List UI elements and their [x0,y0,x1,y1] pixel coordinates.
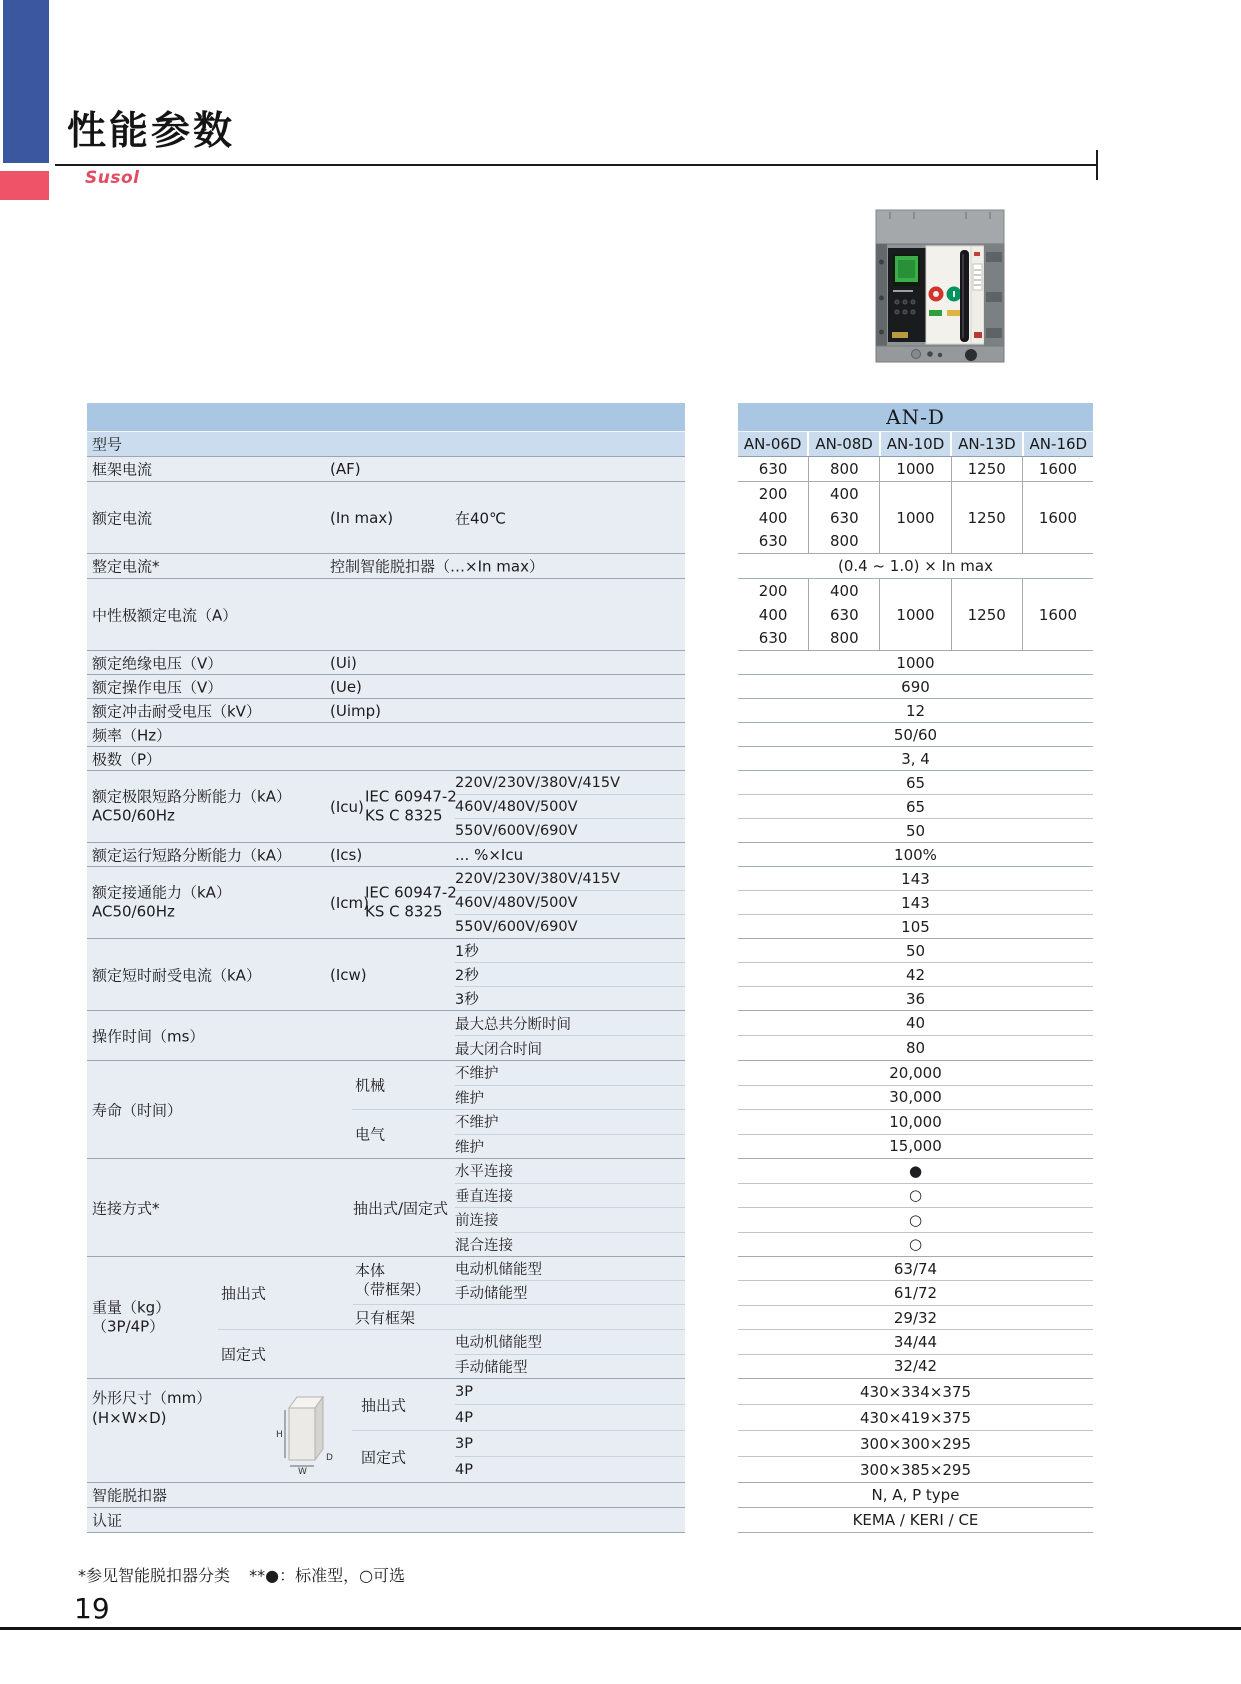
sub-row-label: 水平连接 [455,1159,685,1184]
sub-row-label: 2秒 [455,963,685,987]
dimensions-draw-out-group [352,1379,685,1431]
row-model [87,432,685,457]
sub-row-label: 460V/480V/500V [455,891,685,915]
value-cell: 300×300×295 [738,1431,1093,1457]
row-label: 中性极额定电流（A） [92,606,238,624]
value-cell: 200 400 630 [758,484,788,551]
row-code: (Ui) [330,653,357,672]
icu-values [738,771,1093,843]
value-cell: 63/74 [738,1257,1093,1281]
row-label: 操作时间（ms） [92,1027,205,1045]
sub-row-label: 手动储能型 [455,1359,528,1376]
value-cell: 1000 [879,482,950,553]
frequency-value: 50/60 [738,723,1093,747]
row-formula: ... %×Icu [455,845,524,864]
value-cell: 105 [901,917,930,936]
row-code: (Ue) [330,677,362,696]
dimension-groups [352,1379,685,1482]
sub-row-label: 最大闭合时间 [455,1041,542,1058]
row-code: (Icm) [330,893,369,912]
value-cell: 400 630 800 [808,482,879,553]
weight-values [738,1257,1093,1379]
weight-body-group [353,1257,685,1305]
group-label: 固定式 [361,1448,407,1466]
sub-row-label: 电动机储能型 [455,1257,685,1281]
value-cell: 200 400 630 [758,581,788,648]
sub-row-label: 220V/230V/380V/415V [455,771,685,795]
sub-row-label: 不维护 [455,1110,685,1135]
dimensions-fixed-group [352,1431,685,1482]
brand-logo: Susol [85,168,140,188]
row-rated-current [87,482,685,554]
value-cell: 34/44 [738,1330,1093,1354]
value-cell: 1000 [879,579,950,650]
weight-groups [218,1257,685,1378]
row-label: 整定电流* [92,557,160,576]
sub-row-label: 550V/600V/690V [455,918,578,935]
value-cell: 30,000 [738,1086,1093,1111]
optional-marker: ○ [738,1184,1093,1209]
value-cell: 1600 [1022,482,1093,553]
value-cell: 1250 [951,579,1022,650]
life-values [738,1061,1093,1159]
value-cell: 143 [738,891,1093,915]
row-label: 额定电流 [92,509,153,527]
sub-row-label: 3P [455,1379,685,1405]
sub-row-label: 1秒 [455,939,685,963]
value-cell: 40 [738,1011,1093,1036]
sub-row-label: 手动储能型 [455,1286,528,1303]
series-title: AN-D [738,403,1093,432]
axis-h-label: H [276,1429,283,1440]
row-label: 额定操作电压（V） [92,678,223,696]
group-label: 抽出式 [361,1396,407,1414]
poles-value: 3, 4 [738,747,1093,771]
row-label: 额定短时耐受电流（kA） [92,966,261,984]
value-cell: 20,000 [738,1061,1093,1086]
certification-value: KEMA / KERI / CE [738,1508,1093,1533]
group-label: 本体 （带框架） [355,1261,431,1299]
row-label: 频率（Hz） [92,726,172,744]
value-cell: 32/42 [893,1357,938,1376]
model-header-row [738,432,1093,457]
value-cell: 1600 [1022,457,1093,481]
group-label: 机械 [355,1076,386,1095]
sub-row-label: 垂直连接 [455,1184,685,1209]
connection-rows [455,1159,685,1256]
footnote [78,1563,419,1586]
sub-row-label: 不维护 [455,1061,685,1086]
row-operating-time [87,1011,685,1061]
group-label: 抽出式 [221,1284,267,1303]
icu-voltage-rows [455,771,685,842]
model-header: AN-06D [743,435,802,453]
model-header: AN-08D [807,432,878,456]
frame-current-values [738,457,1093,482]
value-cell: 430×419×375 [738,1405,1093,1431]
value-cell: 65 [738,771,1093,795]
operating-time-rows [455,1011,685,1060]
sub-row-label: 220V/230V/380V/415V [455,867,685,891]
group-label: 固定式 [221,1345,267,1364]
axis-w-label: W [298,1466,307,1474]
brand-red-block [0,171,49,200]
row-code: (Icw) [330,965,367,984]
weight-frame-only: 只有框架 [355,1308,416,1327]
row-label: 寿命（时间） [92,1101,183,1119]
sub-row-label: 550V/600V/690V [455,822,578,839]
group-label: 电气 [355,1125,386,1144]
row-life [87,1061,685,1159]
breaker-rating-label [973,264,982,290]
icm-voltage-rows [455,867,685,938]
row-code: (Ics) [330,845,363,864]
sub-row-label: 460V/480V/500V [455,795,685,819]
row-label: 额定运行短路分断能力（kA） [92,846,291,864]
sub-row-label: 维护 [455,1090,484,1107]
life-groups [352,1061,685,1158]
value-cell: 10,000 [738,1110,1093,1135]
row-label: 额定极限短路分断能力（kA） AC50/60Hz [92,787,291,825]
sub-row-label: 混合连接 [455,1237,513,1254]
optional-marker: ○ [908,1235,923,1254]
value-cell: 1000 [879,457,950,481]
icw-values [738,939,1093,1011]
value-cell: 50 [905,821,926,840]
row-weight [87,1257,685,1379]
value-cell: 15,000 [889,1137,942,1156]
ics-value: 100% [738,843,1093,867]
row-frequency [87,723,685,747]
value-cell: 80 [905,1039,926,1057]
row-neutral-current [87,579,685,651]
dimension-values [738,1379,1093,1483]
row-label: 重量（kg） （3P/4P） [92,1298,171,1336]
value-cell: 430×334×375 [738,1379,1093,1405]
breaker-top-cap [876,210,1004,244]
sub-row-label: 电动机储能型 [455,1330,685,1355]
sub-row-label: 最大总共分断时间 [455,1011,685,1036]
row-impulse-voltage [87,699,685,723]
setting-current-value: (0.4 ~ 1.0) × In max [738,554,1093,579]
breaker-ls-logo [974,332,982,338]
insulation-voltage-value: 1000 [738,651,1093,675]
row-condition: 在40℃ [455,509,506,527]
model-header: AN-10D [879,432,950,456]
model-header: AN-16D [1022,432,1093,456]
product-photo [874,204,1006,366]
row-label: 框架电流 [92,460,153,479]
spec-table-labels [87,403,685,1533]
value-cell: 143 [738,867,1093,891]
header-blue-block [3,0,49,163]
operating-time-values [738,1011,1093,1061]
icm-values [738,867,1093,939]
life-electrical-group [352,1110,685,1158]
table-top-band [87,403,685,432]
trip-relay-value: N, A, P type [738,1483,1093,1508]
value-cell: 630 [758,460,788,478]
value-cell: 50 [738,939,1093,963]
row-frame-current [87,457,685,482]
row-code: (Uimp) [330,701,381,720]
sub-row-label: 3P [455,1431,685,1457]
weight-fixed-group [218,1330,685,1378]
breaker-illustration [874,204,1006,366]
row-insulation-voltage [87,651,685,675]
row-setting-current [87,554,685,579]
row-trip-relay [87,1483,685,1508]
breaker-handle [960,250,969,342]
row-icm [87,867,685,939]
sub-row-label: 维护 [455,1139,484,1156]
value-cell: 1250 [951,482,1022,553]
optional-marker: ○ [738,1208,1093,1233]
value-cell: 1250 [951,457,1022,481]
footnote-legend: **●：标准型，○可选 [249,1566,406,1585]
sub-row-label: 前连接 [455,1208,685,1233]
row-label: 智能脱扣器 [92,1486,168,1505]
row-operating-voltage [87,675,685,699]
footnote-reference: *参见智能脱扣器分类 [78,1566,231,1585]
value-cell: 61/72 [738,1281,1093,1305]
sub-row-label: 4P [455,1409,473,1426]
life-mechanical-group [352,1061,685,1110]
impulse-voltage-value: 12 [738,699,1093,723]
header-rule [55,164,1098,166]
page-title: 性能参数 [67,109,236,154]
row-standards: IEC 60947-2 KS C 8325 [365,883,457,921]
row-standards: IEC 60947-2 KS C 8325 [365,787,457,825]
neutral-current-values [738,579,1093,651]
value-cell: 1600 [1022,579,1093,650]
value-cell: 800 [808,457,879,481]
value-cell: 36 [905,989,926,1008]
row-description: 控制智能脱扣器（…×In max） [330,557,544,576]
axis-d-label: D [326,1452,333,1463]
row-mid-label: 抽出式/固定式 [353,1199,449,1217]
row-label: 认证 [92,1511,123,1530]
row-poles [87,747,685,771]
header-corner-mark [1096,150,1098,180]
weight-draw-out-group [218,1257,685,1330]
row-code: (In max) [330,508,394,527]
dimension-box-icon [275,1384,337,1478]
row-icu [87,771,685,843]
row-ics [87,843,685,867]
page-bottom-rule [0,1627,1241,1630]
model-header: AN-13D [950,432,1021,456]
page-number: 19 [74,1592,110,1625]
connection-values [738,1159,1093,1257]
spec-table-values [738,403,1093,1533]
value-cell: 400 630 800 [808,579,879,650]
value-cell: 65 [738,795,1093,819]
standard-marker: ● [738,1159,1093,1184]
row-icw [87,939,685,1011]
row-label: 连接方式* [92,1199,160,1217]
row-label: 额定接通能力（kA） AC50/60Hz [92,883,231,921]
row-code: (Icu) [330,797,364,816]
operating-voltage-value: 690 [738,675,1093,699]
row-dimensions [87,1379,685,1483]
row-label: 外形尺寸（mm） (H×W×D) [92,1389,212,1427]
row-label: 极数（P） [92,750,162,768]
row-label: 型号 [92,435,123,454]
row-code: (AF) [330,460,361,478]
row-label: 额定冲击耐受电压（kV） [92,702,261,720]
sub-row-label: 3秒 [455,992,479,1008]
sub-row-label: 4P [455,1461,473,1478]
value-cell: 29/32 [738,1306,1093,1330]
rated-current-values [738,482,1093,554]
row-certification [87,1508,685,1533]
value-cell: 300×385×295 [859,1460,972,1479]
value-cell: 42 [738,963,1093,987]
icw-duration-rows [455,939,685,1010]
row-label: 额定绝缘电压（V） [92,654,223,672]
row-connection [87,1159,685,1257]
